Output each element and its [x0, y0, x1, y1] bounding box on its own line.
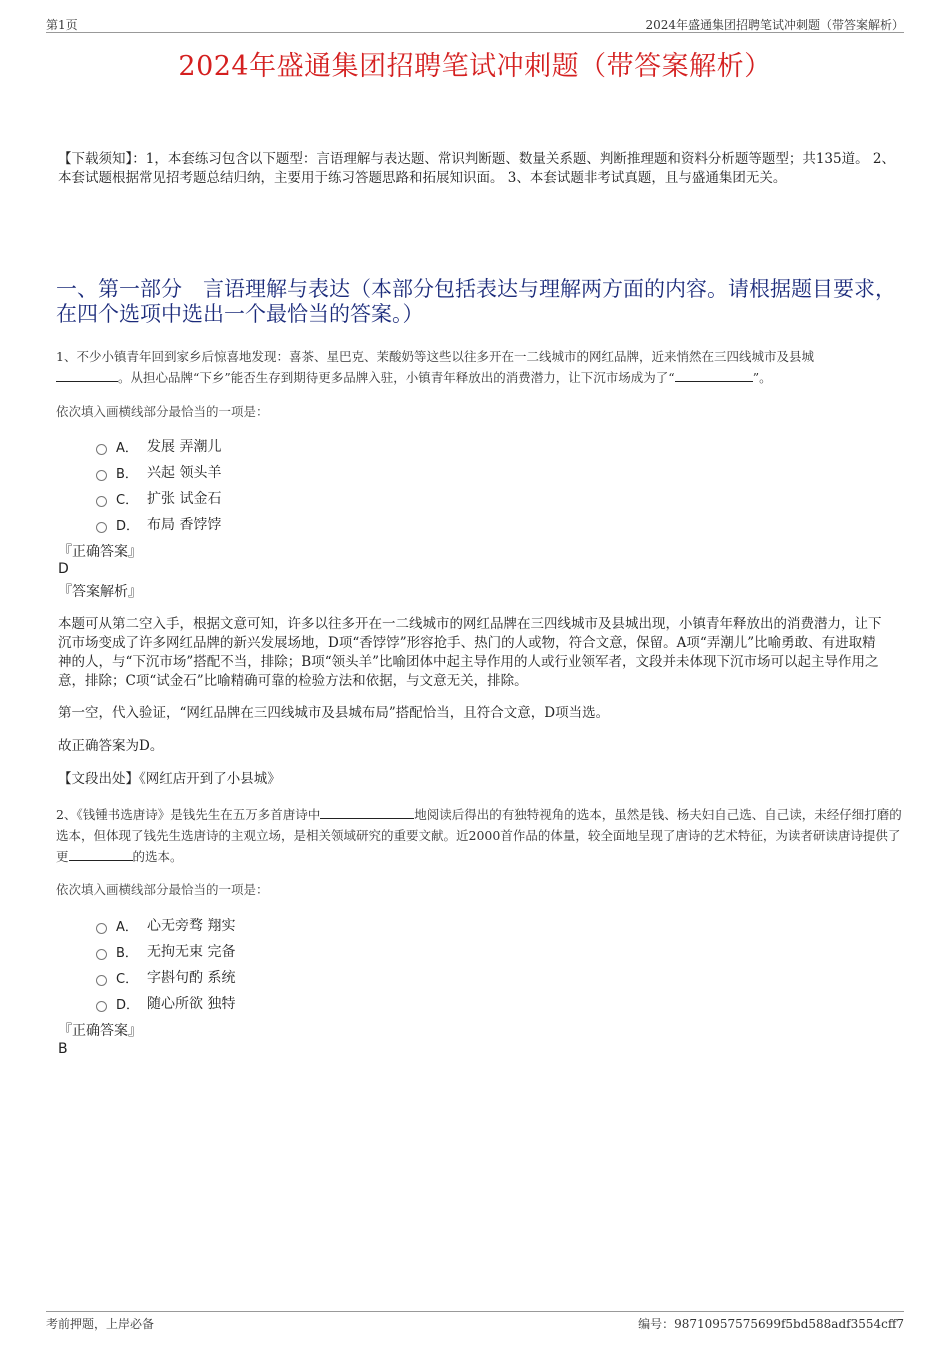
question-1-option-d[interactable] [96, 511, 221, 537]
radio-icon[interactable] [96, 496, 107, 507]
question-2-option-c[interactable] [96, 964, 235, 990]
option-text: 兴起 领头羊 [147, 465, 222, 481]
option-text: 无拘无束 完备 [147, 944, 236, 960]
option-letter: D． [116, 518, 140, 534]
question-1-text-a: 1、不少小镇青年回到家乡后惊喜地发现：喜茶、星巴克、茉酸奶等这些以往多开在一二线城市的网红品牌，近来悄然在三四线城市及县城 [56, 349, 814, 364]
download-notice: 【下载须知】：1，本套练习包含以下题型：言语理解与表达题、常识判断题、数量关系题、判断推理题和资料分析题等题型；共135道。 2、本套试题根据常见招考题总结归纳，主要用于练习答题思路和拓展知识面。 3、本套试题非考试真题，且与盛通集团无关。 [58, 151, 895, 186]
question-1-option-b[interactable] [96, 459, 221, 485]
header-doc-title: 2024年盛通集团招聘笔试冲刺题（带答案解析） [645, 18, 904, 32]
radio-icon[interactable] [96, 949, 107, 960]
option-letter: B． [116, 466, 138, 482]
option-text: 随心所欲 独特 [147, 996, 236, 1012]
option-letter: A． [116, 440, 138, 456]
page-header [46, 14, 904, 33]
question-1-analysis-3: 故正确答案为D。 [58, 738, 164, 754]
question-2-text-a: 2、《钱锺书选唐诗》是钱先生在五万多首唐诗中 [56, 807, 321, 822]
question-2-option-b[interactable] [96, 938, 235, 964]
question-1-blank-1 [56, 368, 118, 382]
radio-icon[interactable] [96, 923, 107, 934]
question-2-text-c: 的选本。 [132, 849, 183, 864]
footer-slogan: 考前押题，上岸必备 [46, 1317, 155, 1331]
question-1-answer-label: 『正确答案』 [58, 544, 142, 560]
question-1-source: 【文段出处】《网红店开到了小县城》 [58, 771, 281, 787]
question-1-analysis-2: 第一空，代入验证，“网红品牌在三四线城市及县城布局”搭配恰当，且符合文意，D项当选。 [58, 705, 610, 721]
document-title: 2024年盛通集团招聘笔试冲刺题（带答案解析） [178, 51, 772, 82]
option-text: 布局 香饽饽 [147, 517, 222, 533]
question-1-option-c[interactable] [96, 485, 221, 511]
question-2-options [96, 912, 235, 1016]
option-letter: C． [116, 971, 139, 987]
option-text: 心无旁骛 翔实 [147, 918, 236, 934]
question-1-analysis-label: 『答案解析』 [58, 584, 142, 600]
option-letter: C． [116, 492, 139, 508]
section-heading: 一、第一部分 言语理解与表达（本部分包括表达与理解两方面的内容。请根据题目要求，在四个选项中选出一个最恰当的答案。） [56, 277, 896, 326]
option-text: 扩张 试金石 [147, 491, 222, 507]
radio-icon[interactable] [96, 522, 107, 533]
option-letter: D． [116, 997, 140, 1013]
question-1-analysis-1: 本题可从第二空入手，根据文意可知，许多以往多开在一二线城市的网红品牌在三四线城市及县城出现，小镇青年释放出的消费潜力，让下沉市场变成了许多网红品牌的新兴发展场地，D项“香饽饽”形容抢手、热门的人或物，符合文意，保留。A项“弄潮儿”比喻勇敢、有进取精神的人，与“下沉市场”搭配不当，排除；B项“领头羊”比喻团体中起主导作用的人或行业领军者，文段并未体现下沉市场可以起主导作用之意，排除；C项“试金石”比喻精确可靠的检验方法和依据，与文意无关，排除。 [58, 616, 882, 689]
question-1-answer: D [58, 561, 69, 577]
question-2-blank-2 [69, 847, 133, 861]
question-1-text-b: 。从担心品牌“下乡”能否生存到期待更多品牌入驻，小镇青年释放出的消费潜力，让下沉市场成为了“ [118, 370, 675, 385]
question-1-option-a[interactable] [96, 433, 221, 459]
question-2-option-a[interactable] [96, 912, 235, 938]
question-1-blank-2 [675, 368, 753, 382]
option-text: 发展 弄潮儿 [147, 439, 222, 455]
question-1-options [96, 433, 221, 537]
question-2-option-d[interactable] [96, 990, 235, 1016]
question-1-text-c: ”。 [752, 370, 772, 385]
footer-doc-id: 编号：98710957575699f5bd588adf3554cff7 [638, 1317, 904, 1331]
question-2-answer-label: 『正确答案』 [58, 1023, 142, 1039]
radio-icon[interactable] [96, 1001, 107, 1012]
page-number: 第1页 [46, 18, 78, 32]
option-letter: A． [116, 919, 138, 935]
question-1-text [56, 346, 902, 388]
question-2-text [56, 804, 902, 867]
radio-icon[interactable] [96, 470, 107, 481]
option-text: 字斟句酌 系统 [147, 970, 236, 986]
radio-icon[interactable] [96, 444, 107, 455]
question-2-prompt: 依次填入画横线部分最恰当的一项是： [56, 882, 269, 897]
question-1-prompt: 依次填入画横线部分最恰当的一项是： [56, 404, 269, 419]
question-2-answer: B [58, 1041, 68, 1057]
radio-icon[interactable] [96, 975, 107, 986]
question-2-blank-1 [320, 805, 414, 819]
question-2-text-b: 地阅读后得出的有独特视角的选本，虽然是钱、杨夫妇自己选、自己读，未经仔细打磨的选本，但体现了钱先生选唐诗的主观立场，是相关领域研究的重要文献。近2000首作品的体量，较全面地呈现了唐诗的艺术特征，为读者研读唐诗提供了更 [56, 807, 902, 864]
footer-divider [46, 1311, 904, 1312]
option-letter: B． [116, 945, 138, 961]
